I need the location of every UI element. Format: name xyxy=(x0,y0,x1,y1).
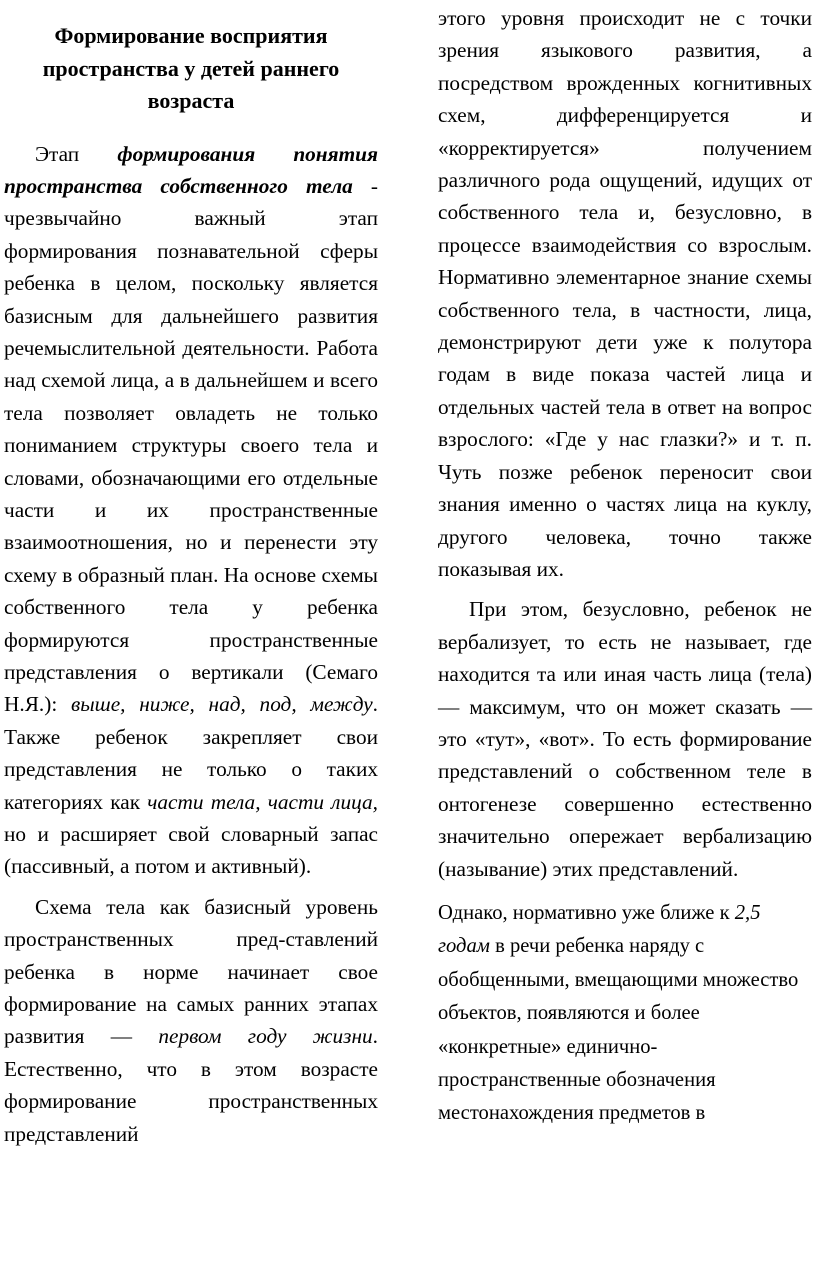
paragraph-continuation xyxy=(438,2,812,585)
p3-text: При этом, безусловно, ребенок не вербализует, то есть не называет, где находится та или иная часть лица (тела) — максимум, что он может сказать — это «тут», «вот». То есть формирование представлений о собственном теле в онтогенезе совершенно естественно значительно опережает вербализацию (называние) этих представлений. xyxy=(438,597,812,881)
p1-italic-prepositions: выше, ниже, над, под, между xyxy=(70,692,373,717)
p1-italic-categories: части тела, части лица, xyxy=(147,789,378,814)
p1-text-c: . Также ребенок закрепляет свои представления не только о таких категориях как xyxy=(4,692,378,814)
p1-text-a: Этап xyxy=(35,141,118,166)
p2-text-c: этого уровня происходит не с точки зрения языкового развития, а посредством врожденных когнитивных схем, дифференцируется и «корректируется» получением различного рода ощущений, идущих от собственного тела и, безусловно, в процессе взаимодействия со взрослым. Нормативно элементарное знание схемы собственного тела, в частности, лица, демонстрируют дети уже к полутора годам в виде показа частей лица и отдельных частей тела в ответ на вопрос взрослого: «Где у нас глазки?» и т. п. Чуть позже ребенок переносит свои знания именно о частях лица на куклу, другого человека, точно также показывая их. xyxy=(438,6,812,581)
paragraph-speech-age xyxy=(438,897,812,1131)
paragraph-body-schema-stage xyxy=(4,138,378,883)
p1-text-d: но и расширяет свой словарный запас (пассивный, а потом и активный). xyxy=(4,822,378,879)
p4-text-a: Однако, нормативно уже ближе к xyxy=(438,901,735,924)
p2-text-b: . Естественно, что в этом возрасте формирование пространственных представлений xyxy=(4,1024,378,1146)
left-column xyxy=(4,20,378,1150)
title-line-3: возраста xyxy=(147,88,235,113)
title-line-1: Формирование восприятия xyxy=(54,23,328,48)
p1-emphasis-term: формирования понятия пространства собственного тела xyxy=(4,141,378,198)
p2-text-a: Схема тела как базисный уровень пространственных пред-ставлений ребенка в норме начинает свое формирование на самых ранних этапах развития — xyxy=(4,894,378,1049)
p4-text-b: в речи ребенка наряду с обобщенными, вмещающими множество объектов, появляются и более «конкретные» единично-пространственные обозначения местонахождения предметов в xyxy=(438,935,799,1125)
p2-italic-first-year: первом году жизни xyxy=(158,1024,373,1049)
paragraph-body-schema-basis xyxy=(4,891,378,1150)
p1-text-b: - чрезвычайно важный этап формирования познавательной сферы ребенка в целом, поскольку является базисным для дальнейшего развития речемыслительной деятельности. Работа над схемой лица, а в дальнейшем и всего тела позволяет овладеть не только пониманием структуры своего тела и словами, обозначающими его отдельные части и их пространственные взаимоотношения, но и перенести эту схему в образный план. На основе схемы собственного тела у ребенка формируются пространственные представления о вертикали (Семаго Н.Я.): xyxy=(4,173,378,717)
title-line-2: пространства у детей раннего xyxy=(42,55,340,81)
right-column xyxy=(438,2,812,1131)
page-title xyxy=(4,20,378,118)
p4-italic-age: 2,5 годам xyxy=(438,901,761,958)
paragraph-verbalization xyxy=(438,593,812,885)
